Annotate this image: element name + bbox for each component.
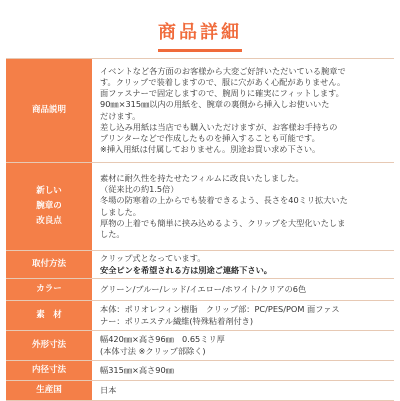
spec-row-color xyxy=(6,279,394,301)
spec-value xyxy=(92,251,394,279)
spec-label: 商品説明 xyxy=(6,59,92,163)
spec-label xyxy=(6,163,92,251)
spec-line: プリンターなどで作成したものを挿入することも可能です。 xyxy=(100,132,320,143)
spec-value xyxy=(92,301,394,331)
spec-row-country xyxy=(6,381,394,401)
spec-line-emphasis: 安全ピンを希望される方は別途ご連絡下さい。 xyxy=(100,264,272,275)
spec-line: 幅420㎜×高さ96㎜ 0.65ミリ厚 xyxy=(100,334,225,345)
spec-row-inner-dimensions xyxy=(6,361,394,381)
spec-line: (本体寸法 ※クリップ部除く) xyxy=(100,345,206,356)
spec-row-improvements xyxy=(6,163,394,251)
spec-row-description xyxy=(6,59,394,163)
title-block xyxy=(6,0,394,52)
spec-line: クリップ式となっています。 xyxy=(100,253,206,264)
spec-label-line: 改良点 xyxy=(36,216,62,226)
spec-value xyxy=(92,361,394,381)
spec-label: 生産国 xyxy=(6,381,92,401)
spec-label: 取付方法 xyxy=(6,251,92,279)
spec-line: 面ファスナーで固定しますので、腕周りに確実にフィットします。 xyxy=(100,88,344,99)
spec-label: 外形寸法 xyxy=(6,331,92,361)
spec-line: 冬場の防寒着の上からでも装着できるよう、長さを40ミリ拡大いた xyxy=(100,195,348,206)
spec-line: 日本 xyxy=(100,384,117,395)
spec-line: 90㎜×315㎜以内の用紙を、腕章の裏側から挿入しお使いいた xyxy=(100,99,330,110)
spec-line: 本体：ポリオレフィン樹脂 クリップ部：PC/PES/POM 面ファス xyxy=(100,304,340,315)
spec-line: 差し込み用紙は当店でも購入いただけますが、お客様お手持ちの xyxy=(100,121,338,132)
page-title: 商品詳細 xyxy=(158,22,242,43)
spec-value xyxy=(92,331,394,361)
spec-line: グリーン/ブルー/レッド/イエロー/ホワイト/クリアの6色 xyxy=(100,283,307,294)
spec-line: した。 xyxy=(100,228,125,239)
spec-label: 内径寸法 xyxy=(6,361,92,381)
spec-line: す。クリップで装着しますので、服に穴があく心配がありません。 xyxy=(100,76,346,87)
spec-row-mounting xyxy=(6,251,394,279)
spec-label: カラー xyxy=(6,279,92,301)
spec-label: 素 材 xyxy=(6,301,92,331)
spec-row-outer-dimensions xyxy=(6,331,394,361)
spec-line: だけます。 xyxy=(100,110,141,121)
spec-line: （従来比の約1.5倍） xyxy=(100,184,179,195)
spec-label-line: 腕章の xyxy=(36,201,62,211)
spec-line: 厚物の上着でも簡単に挟み込めるよう、クリップを大型化いたしま xyxy=(100,217,346,228)
spec-value xyxy=(92,163,394,251)
spec-value xyxy=(92,381,394,401)
spec-line: 幅315㎜×高さ90㎜ xyxy=(100,364,174,375)
spec-table xyxy=(6,58,394,401)
spec-line: ナー：ポリエステル繊維(特殊粘着剤付き) xyxy=(100,315,254,326)
spec-line: イベントなど各方面のお客様から大変ご好評いただいている腕章で xyxy=(100,65,346,76)
title-underline xyxy=(158,49,242,52)
spec-line: 素材に耐久性を持たせたフィルムに改良いたしました。 xyxy=(100,172,304,183)
spec-line: ※挿入用紙は付属しておりません。別途お買い求め下さい。 xyxy=(100,144,321,155)
spec-value xyxy=(92,279,394,301)
spec-row-material xyxy=(6,301,394,331)
spec-label-line: 新しい xyxy=(36,186,62,196)
spec-line: しました。 xyxy=(100,206,141,217)
spec-value xyxy=(92,59,394,163)
